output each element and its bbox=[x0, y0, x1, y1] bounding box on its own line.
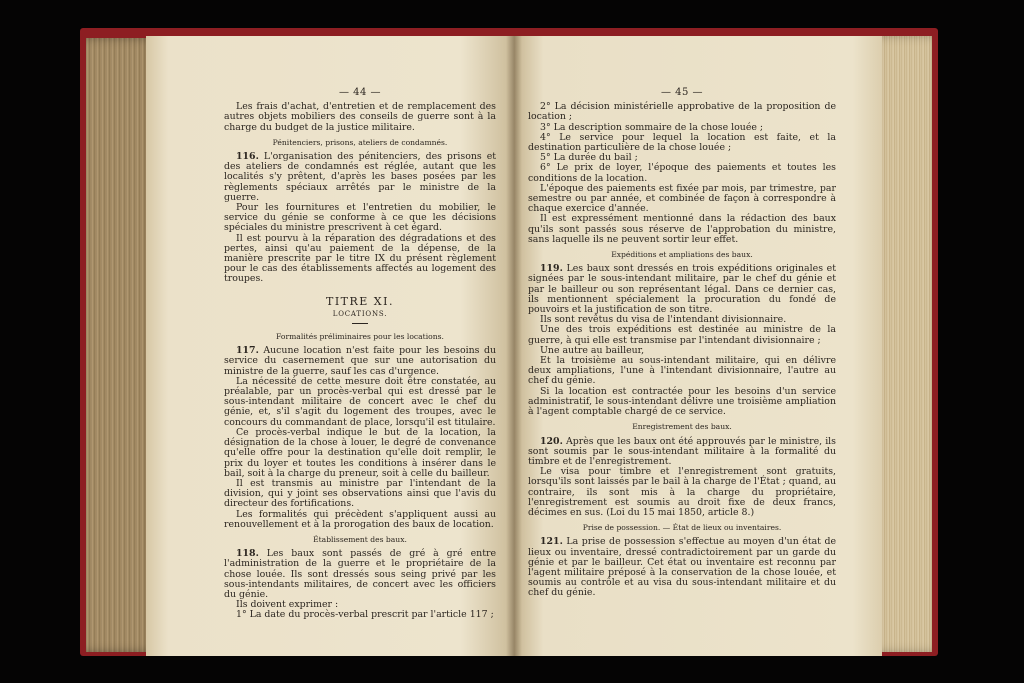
article-121-number: 121. bbox=[540, 536, 563, 548]
intro-paragraph: Les frais d'achat, d'entretien et de remplacement des autres objets mobiliers des conseils de guerre sont à la charge du budget de la justice militaire. bbox=[224, 101, 496, 133]
subhead-enregistrement: Enregistrement des baux. bbox=[632, 422, 732, 432]
article-117-number: 117. bbox=[236, 345, 259, 357]
subhead-expeditions: Expéditions et ampliations des baux. bbox=[611, 250, 753, 260]
article-120-paragraph-2: Le visa pour timbre et l'enregistrement sont gratuits, lorsqu'ils sont laissés par le bail à la charge de l'État ; quand, au contraire, ils sont mis à la charge du propriétaire, l'enregistrement est soumis au droit fixe de deux francs, décimes en sus. (Loi du 15 mai 1850, article 8.) bbox=[528, 466, 836, 518]
subhead-etablissement: Établissement des baux. bbox=[313, 534, 407, 544]
article-120-number: 120. bbox=[540, 435, 563, 447]
subhead-penitenciers: Pénitenciers, prisons, ateliers de condamnés. bbox=[272, 137, 448, 147]
book-gutter bbox=[506, 36, 522, 656]
subhead-possession: Prise de possession. — État de lieux ou inventaires. bbox=[582, 523, 782, 533]
article-117-paragraph-4: Il est transmis au ministre par l'intendant de la division, qui y joint ses observations ainsi que l'avis du directeur des fortifications. bbox=[224, 477, 496, 510]
right-page bbox=[514, 36, 882, 656]
article-116 bbox=[224, 152, 496, 203]
page-number-45: — 45 — bbox=[660, 87, 704, 98]
article-119-paragraph-2: Ils sont revêtus du visa de l'intendant divisionnaire. bbox=[540, 314, 787, 326]
subhead-formalites: Formalités préliminaires pour les locations. bbox=[276, 332, 444, 342]
article-118-paragraph-2: Ils doivent exprimer : bbox=[236, 599, 339, 611]
article-120 bbox=[528, 437, 836, 468]
article-117-paragraph-2: La nécessité de cette mesure doit être constatée, au préalable, par un procès-verbal qui est dressé par le sous-intendant militaire de concert avec le chef du génie, et, s'il s'agit du logement des troupes, avec le concours du commandant de place, lorsqu'il est titulaire. bbox=[224, 375, 496, 428]
article-116-text: L'organisation des pénitenciers, des prisons et des ateliers de condamnés est réglée, autant que les localités s'y prêtent, d'après les bases posées par les règlements spéciaux arrêtés par le ministre de la guerre. bbox=[224, 151, 497, 203]
article-118-number: 118. bbox=[236, 548, 259, 560]
title-xi: TITRE XI. bbox=[325, 294, 394, 308]
paragraph-mention: Il est expressément mentionné dans la rédaction des baux qu'ils sont passés sous réserve de l'approbation du ministre, sans laquelle ils ne peuvent sortir leur effet. bbox=[528, 213, 836, 245]
left-page bbox=[146, 36, 516, 656]
article-119 bbox=[528, 264, 836, 315]
list-item-2: 2° La décision ministérielle approbative de la proposition de location ; bbox=[528, 101, 836, 123]
list-item-4: 4° Le service pour lequel la location est faite, et la destination particulière de la chose louée ; bbox=[528, 131, 836, 154]
article-116-paragraph-3: Il est pourvu à la réparation des dégradations et des pertes, ainsi qu'au paiement de la dépense, de la manière prescrite par le titre IX du présent règlement pour le cas des établissements affectés au logement des troupes. bbox=[224, 232, 496, 285]
list-item-5: 5° La durée du bail ; bbox=[540, 152, 638, 164]
paragraph-epoque: L'époque des paiements est fixée par mois, par trimestre, par semestre ou par année, et combinée de façon à correspondre à chaque exercice d'année. bbox=[528, 182, 836, 215]
page-number-44: — 44 — bbox=[338, 87, 382, 98]
article-117-paragraph-3: Ce procès-verbal indique le but de la location, la désignation de la chose à louer, le degré de convenance qu'elle offre pour la destination qu'elle doit remplir, le prix du loyer et toutes les conditions à insérer dans le bail, soit à la charge du preneur, soit à celle du bailleur. bbox=[224, 426, 496, 479]
article-119-paragraph-4: Une autre au bailleur, bbox=[540, 344, 645, 356]
article-118-text: Les baux sont passés de gré à gré entre l'administration de la guerre et le propriétaire de la chose louée. Ils sont dressés sous seing privé par les sous-intendants militaires, de concert avec les officiers du génie. bbox=[224, 548, 496, 600]
list-item-6: 6° Le prix de loyer, l'époque des paiements et toutes les conditions de la location. bbox=[528, 162, 836, 184]
article-118 bbox=[224, 549, 496, 600]
article-120-text: Après que les baux ont été approuvés par le ministre, ils sont soumis par le sous-intendant militaire à la formalité du timbre et de l'enregistrement. bbox=[528, 435, 836, 467]
article-119-paragraph-5: Et la troisième au sous-intendant militaire, qui en délivre deux ampliations, l'une à l'intendant divisionnaire, l'autre au chef du génie. bbox=[528, 355, 836, 387]
article-117-text: Aucune location n'est faite pour les besoins du service du casernement que sur une autorisation du ministre de la guerre, sauf les cas d'urgence. bbox=[224, 345, 496, 377]
article-119-paragraph-6: Si la location est contractée pour les besoins d'un service administratif, le sous-intendant délivre une troisième ampliation à l'agent comptable chargé de ce service. bbox=[528, 385, 836, 418]
article-121-text: La prise de possession s'effectue au moyen d'un état de lieux ou inventaire, dressé contradictoirement par un garde du génie et par le bailleur. Cet état ou inventaire est reconnu par l'agent militaire préposé à la conservation de la chose louée, et soumis au contrôle et au visa du sous-intendant militaire et du chef du génie. bbox=[528, 536, 837, 599]
article-117-paragraph-5: Les formalités qui précèdent s'appliquent aussi au renouvellement et à la prorogation des baux de location. bbox=[224, 508, 496, 530]
article-117 bbox=[224, 346, 496, 377]
title-divider bbox=[352, 323, 368, 324]
article-119-text: Les baux sont dressés en trois expéditions originales et signées par le sous-intendant militaire, par le chef du génie et par le bailleur ou son représentant légal. Dans ce dernier cas, ils mentionnent spécialement la procuration du fondé de pouvoirs et la justification de son titre. bbox=[528, 263, 836, 316]
title-xi-subtitle: LOCATIONS. bbox=[332, 309, 388, 318]
article-118-paragraph-3: 1° La date du procès-verbal prescrit par l'article 117 ; bbox=[236, 609, 494, 621]
article-116-paragraph-2: Pour les fournitures et l'entretien du mobilier, le service du génie se conforme à ce que les décisions spéciales du ministre prescrivent à cet égard. bbox=[224, 202, 496, 234]
article-121 bbox=[528, 537, 836, 598]
article-119-paragraph-3: Une des trois expéditions est destinée au ministre de la guerre, à qui elle est transmise par l'intendant divisionnaire ; bbox=[528, 324, 836, 346]
list-item-3: 3° La description sommaire de la chose louée ; bbox=[540, 121, 764, 133]
article-119-number: 119. bbox=[540, 263, 563, 275]
article-116-number: 116. bbox=[236, 151, 259, 163]
